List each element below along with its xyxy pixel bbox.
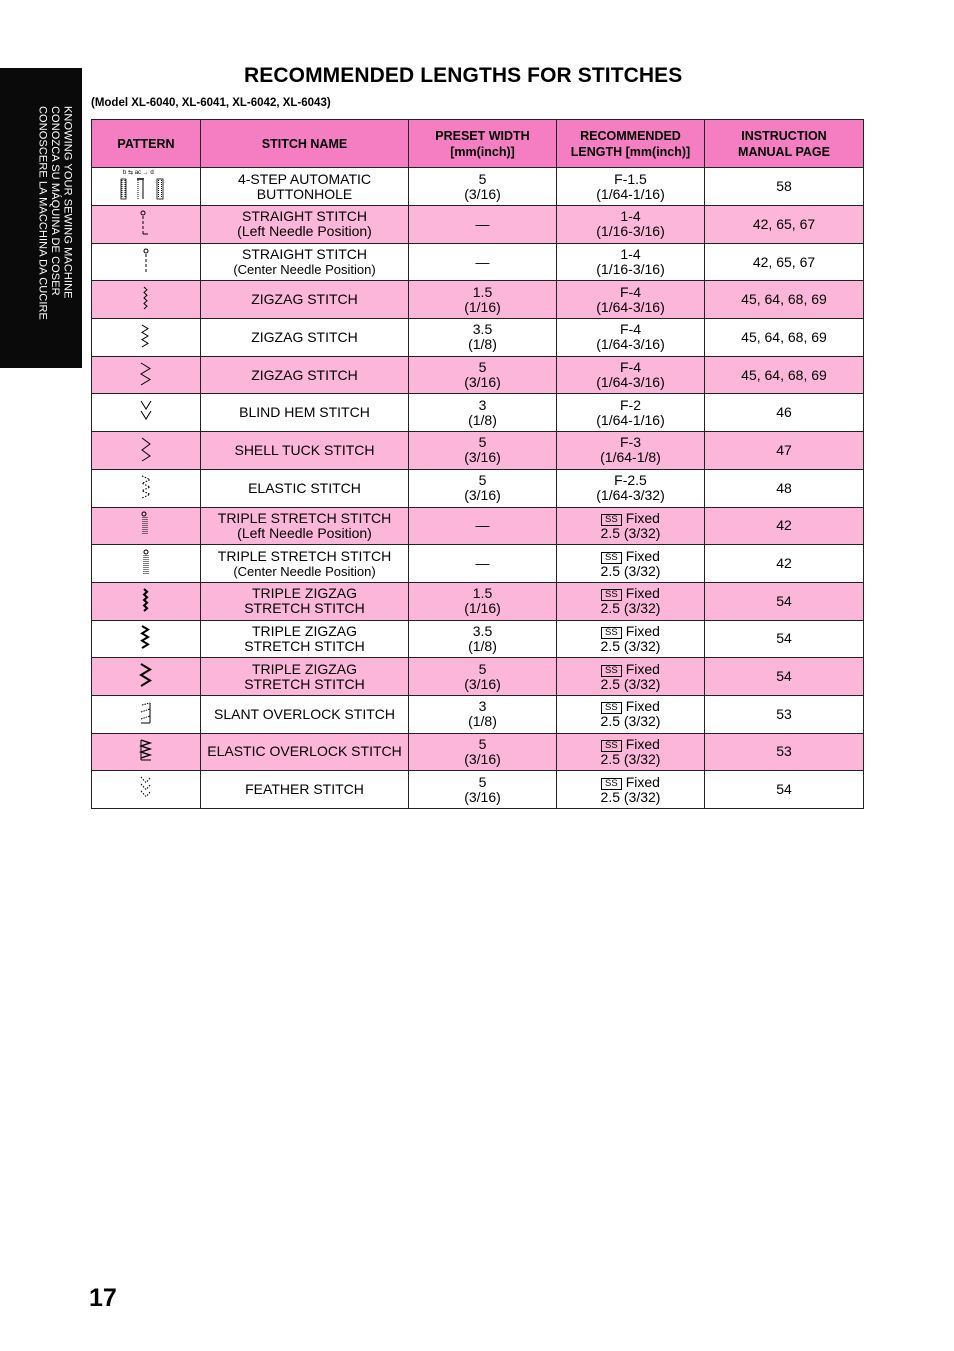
recommended-length-mm: Fixed bbox=[625, 698, 660, 715]
table-row bbox=[92, 206, 864, 244]
stitch-name-detail: (Left Needle Position) bbox=[237, 524, 372, 541]
stitch-name-detail: STRETCH STITCH bbox=[244, 600, 365, 617]
recommended-length-cell bbox=[557, 394, 705, 432]
stitch-name: TRIPLE STRETCH STITCH bbox=[217, 547, 392, 564]
side-chapter-tab bbox=[0, 68, 82, 368]
recommended-length-mm: Fixed bbox=[625, 735, 660, 752]
triple-stretch-center-icon bbox=[138, 549, 154, 578]
preset-width-inch: (3/16) bbox=[464, 185, 501, 202]
stitch-name: STRAIGHT STITCH bbox=[242, 246, 367, 263]
instruction-page: 45, 64, 68, 69 bbox=[741, 291, 827, 308]
zigzag-medium-icon bbox=[138, 323, 154, 352]
recommended-length-cell bbox=[557, 582, 705, 620]
recommended-length-mm: F-2 bbox=[620, 396, 641, 413]
shell-tuck-icon bbox=[138, 436, 154, 465]
header-pattern: PATTERN bbox=[92, 120, 201, 168]
stitch-name-cell bbox=[201, 545, 409, 583]
table-row bbox=[92, 281, 864, 319]
stitch-lengths-table bbox=[91, 119, 864, 809]
table-row bbox=[92, 658, 864, 696]
stitch-name: ELASTIC OVERLOCK STITCH bbox=[207, 743, 402, 760]
stitch-name: TRIPLE ZIGZAG bbox=[251, 660, 357, 677]
table-row bbox=[92, 319, 864, 357]
preset-width-cell bbox=[409, 620, 557, 658]
recommended-length-mm: Fixed bbox=[625, 773, 660, 790]
recommended-length-mm: Fixed bbox=[625, 660, 660, 677]
instruction-page-cell bbox=[705, 356, 864, 394]
preset-width-cell bbox=[409, 281, 557, 319]
stitch-name-cell bbox=[201, 394, 409, 432]
preset-width-cell bbox=[409, 356, 557, 394]
instruction-page: 53 bbox=[776, 705, 792, 722]
page-number: 17 bbox=[89, 1284, 117, 1312]
triple-zigzag-narrow-icon bbox=[138, 587, 154, 616]
model-subtitle: (Model XL-6040, XL-6041, XL-6042, XL-6043) bbox=[91, 97, 331, 109]
pattern-cell bbox=[92, 507, 201, 545]
stitch-name: STRAIGHT STITCH bbox=[242, 208, 367, 225]
table-row bbox=[92, 469, 864, 507]
triple-zigzag-wide-icon bbox=[138, 662, 154, 691]
ss-badge: SS bbox=[601, 702, 622, 714]
stitch-name: BLIND HEM STITCH bbox=[239, 404, 370, 421]
stitch-name: SLANT OVERLOCK STITCH bbox=[213, 705, 395, 722]
table-row bbox=[92, 771, 864, 809]
recommended-length-inch: 2.5 (3/32) bbox=[600, 600, 661, 617]
instruction-page: 54 bbox=[776, 781, 792, 798]
preset-width-inch: (1/8) bbox=[468, 336, 497, 353]
table-row bbox=[92, 168, 864, 206]
pattern-cell bbox=[92, 771, 201, 809]
table-row bbox=[92, 733, 864, 771]
preset-width-cell bbox=[409, 243, 557, 281]
preset-width-inch: (1/8) bbox=[468, 713, 497, 730]
recommended-length-inch: (1/64-1/8) bbox=[600, 449, 661, 466]
table-row bbox=[92, 394, 864, 432]
table-row bbox=[92, 356, 864, 394]
ss-badge: SS bbox=[601, 514, 622, 526]
instruction-page-cell bbox=[705, 281, 864, 319]
recommended-length-cell bbox=[557, 507, 705, 545]
page-title: RECOMMENDED LENGTHS FOR STITCHES bbox=[244, 64, 683, 87]
recommended-length-mm: F-2.5 bbox=[614, 472, 647, 489]
table-row bbox=[92, 432, 864, 470]
preset-width-inch: (3/16) bbox=[464, 788, 501, 805]
instruction-page: 53 bbox=[776, 743, 792, 760]
stitch-name-cell bbox=[201, 620, 409, 658]
recommended-length-mm: F-3 bbox=[620, 434, 641, 451]
stitch-name-detail: BUTTONHOLE bbox=[256, 185, 353, 202]
recommended-length-cell bbox=[557, 620, 705, 658]
preset-width-cell bbox=[409, 469, 557, 507]
recommended-length-cell bbox=[557, 733, 705, 771]
preset-width-mm: 3.5 bbox=[472, 321, 493, 338]
recommended-length-mm: 1-4 bbox=[620, 246, 641, 263]
table-row bbox=[92, 507, 864, 545]
preset-width-cell bbox=[409, 206, 557, 244]
stitch-name: TRIPLE ZIGZAG bbox=[251, 622, 357, 639]
recommended-length-mm: 1-4 bbox=[620, 208, 641, 225]
instruction-page-cell bbox=[705, 168, 864, 206]
preset-width-inch: (3/16) bbox=[464, 675, 501, 692]
stitch-name-detail: (Left Needle Position) bbox=[237, 223, 372, 240]
instruction-page: 54 bbox=[776, 630, 792, 647]
preset-width-cell bbox=[409, 432, 557, 470]
buttonhole-icon bbox=[119, 168, 173, 205]
preset-width-cell bbox=[409, 658, 557, 696]
stitch-name: SHELL TUCK STITCH bbox=[234, 441, 375, 458]
recommended-length-inch: 2.5 (3/32) bbox=[600, 637, 661, 654]
stitch-name-cell bbox=[201, 469, 409, 507]
stitch-name-cell bbox=[201, 168, 409, 206]
pattern-cell bbox=[92, 319, 201, 357]
stitch-name: FEATHER STITCH bbox=[245, 781, 364, 798]
instruction-page: 46 bbox=[776, 404, 792, 421]
preset-width-mm: 5 bbox=[478, 434, 487, 451]
preset-width-mm: 5 bbox=[478, 660, 487, 677]
preset-width-cell bbox=[409, 545, 557, 583]
ss-badge: SS bbox=[601, 552, 622, 564]
recommended-length-cell bbox=[557, 356, 705, 394]
instruction-page-cell bbox=[705, 658, 864, 696]
pattern-cell bbox=[92, 695, 201, 733]
slant-overlock-icon bbox=[138, 700, 154, 729]
instruction-page-cell bbox=[705, 620, 864, 658]
table-row bbox=[92, 545, 864, 583]
table-row bbox=[92, 695, 864, 733]
pattern-cell bbox=[92, 545, 201, 583]
side-tab-line-it: CONOSCERE LA MACCHINA DA CUCIRE bbox=[36, 106, 49, 320]
instruction-page-cell bbox=[705, 469, 864, 507]
header-instruction-page: INSTRUCTION MANUAL PAGE bbox=[705, 120, 864, 168]
stitch-name-cell bbox=[201, 281, 409, 319]
stitch-name: ZIGZAG STITCH bbox=[251, 291, 358, 308]
instruction-page: 42, 65, 67 bbox=[752, 215, 816, 232]
recommended-length-cell bbox=[557, 319, 705, 357]
recommended-length-inch: (1/16-3/16) bbox=[596, 223, 665, 240]
instruction-page: 47 bbox=[776, 441, 792, 458]
stitch-name: TRIPLE STRETCH STITCH bbox=[217, 509, 392, 526]
recommended-length-inch: 2.5 (3/32) bbox=[600, 713, 661, 730]
preset-width-mm: 5 bbox=[478, 472, 487, 489]
header-preset-width: PRESET WIDTH [mm(inch)] bbox=[409, 120, 557, 168]
stitch-name-cell bbox=[201, 658, 409, 696]
instruction-page-cell bbox=[705, 206, 864, 244]
preset-width-cell bbox=[409, 507, 557, 545]
pattern-cell bbox=[92, 243, 201, 281]
instruction-page: 48 bbox=[776, 479, 792, 496]
elastic-stitch-icon bbox=[138, 474, 154, 503]
recommended-length-mm: Fixed bbox=[625, 547, 660, 564]
preset-width-inch: (1/16) bbox=[464, 600, 501, 617]
instruction-page-cell bbox=[705, 243, 864, 281]
pattern-cell bbox=[92, 582, 201, 620]
recommended-length-mm: F-4 bbox=[620, 283, 641, 300]
stitch-name: ELASTIC STITCH bbox=[248, 479, 361, 496]
stitch-name-cell bbox=[201, 206, 409, 244]
recommended-length-inch: (1/64-3/32) bbox=[596, 487, 665, 504]
instruction-page-cell bbox=[705, 695, 864, 733]
pattern-cell bbox=[92, 281, 201, 319]
preset-width-inch: (3/16) bbox=[464, 449, 501, 466]
preset-width-mm: 5 bbox=[478, 170, 487, 187]
table-row bbox=[92, 243, 864, 281]
recommended-length-inch: (1/64-1/16) bbox=[596, 185, 665, 202]
recommended-length-inch: (1/64-3/16) bbox=[596, 374, 665, 391]
recommended-length-cell bbox=[557, 658, 705, 696]
recommended-length-mm: F-1.5 bbox=[614, 170, 647, 187]
instruction-page-cell bbox=[705, 319, 864, 357]
preset-width-mm: 5 bbox=[478, 359, 487, 376]
stitch-name: ZIGZAG STITCH bbox=[251, 366, 358, 383]
recommended-length-inch: (1/64-3/16) bbox=[596, 336, 665, 353]
stitch-name-cell bbox=[201, 582, 409, 620]
stitch-name: ZIGZAG STITCH bbox=[251, 328, 358, 345]
preset-width-mm: 5 bbox=[478, 773, 487, 790]
recommended-length-inch: 2.5 (3/32) bbox=[600, 562, 661, 579]
instruction-page: 58 bbox=[776, 178, 792, 194]
instruction-page-cell bbox=[705, 771, 864, 809]
preset-width-cell bbox=[409, 168, 557, 206]
instruction-page-cell bbox=[705, 733, 864, 771]
table-row bbox=[92, 620, 864, 658]
ss-badge: SS bbox=[601, 589, 622, 601]
pattern-cell bbox=[92, 394, 201, 432]
stitch-name-cell bbox=[201, 695, 409, 733]
elastic-overlock-icon bbox=[138, 737, 154, 766]
instruction-page: 42 bbox=[776, 517, 792, 534]
recommended-length-cell bbox=[557, 545, 705, 583]
stitch-name-cell bbox=[201, 507, 409, 545]
side-tab-line-es: CONOZCA SU MÁQUINA DE COSER bbox=[49, 106, 61, 296]
side-tab-line-en: KNOWING YOUR SEWING MACHINE bbox=[61, 106, 74, 299]
stitch-name-cell bbox=[201, 432, 409, 470]
ss-badge: SS bbox=[601, 740, 622, 752]
straight-stitch-left-icon bbox=[138, 210, 154, 239]
pattern-cell bbox=[92, 620, 201, 658]
triple-zigzag-medium-icon bbox=[138, 624, 154, 653]
recommended-length-inch: 2.5 (3/32) bbox=[600, 524, 661, 541]
instruction-page: 54 bbox=[776, 668, 792, 685]
preset-width-mm: 1.5 bbox=[472, 283, 493, 300]
pattern-cell bbox=[92, 658, 201, 696]
recommended-length-cell bbox=[557, 168, 705, 206]
table-row bbox=[92, 582, 864, 620]
preset-width-mm: 1.5 bbox=[472, 585, 493, 602]
header-recommended-length: RECOMMENDED LENGTH [mm(inch)] bbox=[557, 120, 705, 168]
buttonhole-step-labels: b ⇆ ac → d bbox=[123, 170, 154, 176]
recommended-length-mm: Fixed bbox=[625, 509, 660, 526]
straight-stitch-center-icon bbox=[138, 248, 154, 277]
header-stitch-name: STITCH NAME bbox=[201, 120, 409, 168]
recommended-length-mm: F-4 bbox=[620, 359, 641, 376]
instruction-page-cell bbox=[705, 582, 864, 620]
recommended-length-inch: 2.5 (3/32) bbox=[600, 750, 661, 767]
recommended-length-cell bbox=[557, 771, 705, 809]
recommended-length-cell bbox=[557, 281, 705, 319]
recommended-length-cell bbox=[557, 469, 705, 507]
instruction-page-cell bbox=[705, 507, 864, 545]
stitch-name-cell bbox=[201, 243, 409, 281]
stitch-name-cell bbox=[201, 356, 409, 394]
blind-hem-icon bbox=[138, 398, 154, 427]
stitch-name: 4-STEP AUTOMATIC bbox=[237, 170, 372, 187]
preset-width-inch: (1/8) bbox=[468, 637, 497, 654]
pattern-cell bbox=[92, 168, 201, 206]
instruction-page-cell bbox=[705, 545, 864, 583]
preset-width-mm: 3 bbox=[478, 396, 487, 413]
preset-width-inch: (1/8) bbox=[468, 411, 497, 428]
preset-width-cell bbox=[409, 394, 557, 432]
ss-badge: SS bbox=[601, 778, 622, 790]
stitch-name-cell bbox=[201, 771, 409, 809]
stitch-name-cell bbox=[201, 319, 409, 357]
zigzag-wide-icon bbox=[138, 361, 154, 390]
table-header-row bbox=[92, 120, 864, 168]
preset-width-mm: — bbox=[475, 253, 490, 270]
preset-width-inch: (3/16) bbox=[464, 374, 501, 391]
instruction-page: 54 bbox=[776, 592, 792, 609]
recommended-length-inch: 2.5 (3/32) bbox=[600, 788, 661, 805]
triple-stretch-left-icon bbox=[138, 511, 154, 540]
recommended-length-cell bbox=[557, 432, 705, 470]
pattern-cell bbox=[92, 206, 201, 244]
instruction-page: 42 bbox=[776, 555, 792, 572]
preset-width-mm: — bbox=[475, 555, 490, 572]
instruction-page-cell bbox=[705, 394, 864, 432]
stitch-name-detail: (Center Needle Position) bbox=[233, 262, 376, 278]
recommended-length-mm: F-4 bbox=[620, 321, 641, 338]
preset-width-mm: 3.5 bbox=[472, 622, 493, 639]
recommended-length-inch: (1/64-3/16) bbox=[596, 298, 665, 315]
preset-width-mm: 3 bbox=[478, 698, 487, 715]
stitch-name-detail: STRETCH STITCH bbox=[244, 675, 365, 692]
preset-width-cell bbox=[409, 771, 557, 809]
recommended-length-inch: 2.5 (3/32) bbox=[600, 675, 661, 692]
feather-stitch-icon bbox=[138, 775, 154, 804]
recommended-length-cell bbox=[557, 243, 705, 281]
preset-width-inch: (3/16) bbox=[464, 750, 501, 767]
ss-badge: SS bbox=[601, 627, 622, 639]
pattern-cell bbox=[92, 469, 201, 507]
instruction-page: 45, 64, 68, 69 bbox=[741, 366, 827, 383]
zigzag-narrow-icon bbox=[138, 285, 154, 314]
ss-badge: SS bbox=[601, 665, 622, 677]
preset-width-mm: — bbox=[475, 215, 490, 232]
preset-width-inch: (3/16) bbox=[464, 487, 501, 504]
stitch-name-cell bbox=[201, 733, 409, 771]
instruction-page: 42, 65, 67 bbox=[752, 253, 816, 270]
recommended-length-mm: Fixed bbox=[625, 585, 660, 602]
stitch-name-detail: STRETCH STITCH bbox=[244, 637, 365, 654]
stitch-name: TRIPLE ZIGZAG bbox=[251, 585, 357, 602]
preset-width-inch: (1/16) bbox=[464, 298, 501, 315]
stitch-name-detail: (Center Needle Position) bbox=[233, 563, 376, 579]
pattern-cell bbox=[92, 356, 201, 394]
pattern-cell bbox=[92, 733, 201, 771]
pattern-cell bbox=[92, 432, 201, 470]
recommended-length-mm: Fixed bbox=[625, 622, 660, 639]
recommended-length-inch: (1/16-3/16) bbox=[596, 261, 665, 278]
recommended-length-cell bbox=[557, 206, 705, 244]
preset-width-cell bbox=[409, 582, 557, 620]
preset-width-cell bbox=[409, 695, 557, 733]
preset-width-mm: 5 bbox=[478, 735, 487, 752]
recommended-length-cell bbox=[557, 695, 705, 733]
preset-width-mm: — bbox=[475, 517, 490, 534]
preset-width-cell bbox=[409, 733, 557, 771]
instruction-page: 45, 64, 68, 69 bbox=[741, 328, 827, 345]
side-tab-text bbox=[36, 106, 74, 320]
recommended-length-inch: (1/64-1/16) bbox=[596, 411, 665, 428]
preset-width-cell bbox=[409, 319, 557, 357]
instruction-page-cell bbox=[705, 432, 864, 470]
